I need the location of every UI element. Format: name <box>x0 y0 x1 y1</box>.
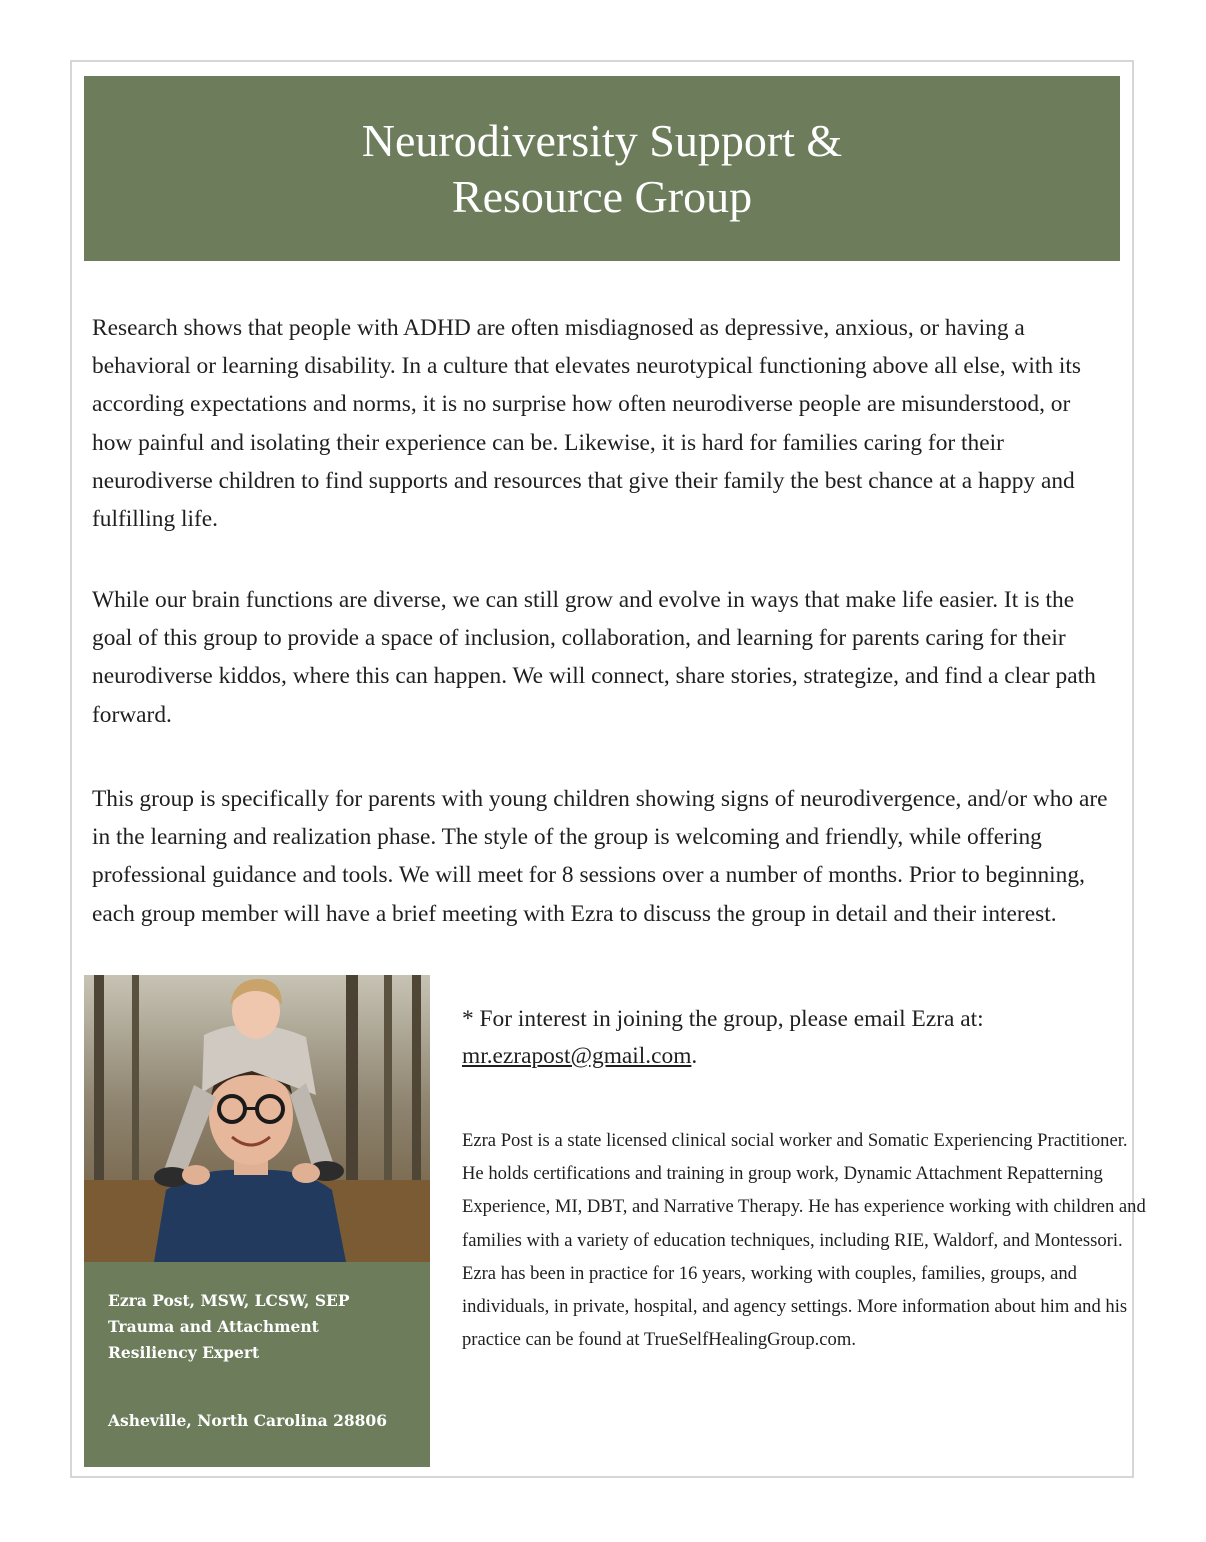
facilitator-photo <box>84 975 430 1262</box>
email-link[interactable]: mr.ezrapost@gmail.com <box>462 1043 692 1069</box>
page-title-line-2: Resource Group <box>451 170 753 222</box>
facilitator-location: Asheville, North Carolina 28806 <box>108 1411 387 1430</box>
audience-paragraph: This group is specifically for parents with young children showing signs of neurodivergence, and/or who are in the learning and realization phase. The style of the group is welcoming and friendly, while offering professional guidance and tools. We will meet for 8 sessions over a number of months. Prior to beginning, each group member will have a brief meeting with Ezra to discuss the group in detail and their interest. <box>92 786 1108 927</box>
contact-trailing-period: . <box>691 1043 698 1069</box>
facilitator-bio: Ezra Post is a state licensed clinical social worker and Somatic Experiencing Practitioner. He holds certifications and training in group work, Dynamic Attachment Repatterning Experience, MI, DBT, and Narrative Therapy. He has experience working with children and families with a variety of education techniques, including RIE, Waldorf, and Montessori. Ezra has been in practice for 16 years, working with couples, families, groups, and individuals, in private, hospital, and agency settings. More information about him and his practice can be found at TrueSelfHealingGroup.com. <box>462 1130 1146 1351</box>
facilitator-role-line-2: Resiliency Expert <box>108 1343 260 1362</box>
intro-paragraph: Research shows that people with ADHD are often misdiagnosed as depressive, anxious, or having a behavioral or learning disability. In a culture that elevates neurotypical functioning above all else, with its according expectations and norms, it is no surprise how often neurodiverse people are misunderstood, or how painful and isolating their experience can be. Likewise, it is hard for families caring for their neurodiverse children to find supports and resources that give their family the best chance at a happy and fulfilling life. <box>92 315 1082 533</box>
title-banner <box>84 76 1120 261</box>
contact-intro: * For interest in joining the group, please email Ezra at: <box>462 1006 984 1032</box>
contact-note <box>462 1001 1122 1075</box>
facilitator-name: Ezra Post, MSW, LCSW, SEP <box>108 1291 350 1310</box>
facilitator-role-line-1: Trauma and Attachment <box>108 1317 319 1336</box>
goal-paragraph: While our brain functions are diverse, we can still grow and evolve in ways that make life easier. It is the goal of this group to provide a space of inclusion, collaboration, and learning for parents caring for their neurodiverse kiddos, where this can happen. We will connect, share stories, strategize, and find a clear path forward. <box>92 587 1096 728</box>
facilitator-caption <box>84 1262 430 1467</box>
page-title-line-1: Neurodiversity Support & <box>361 114 843 166</box>
